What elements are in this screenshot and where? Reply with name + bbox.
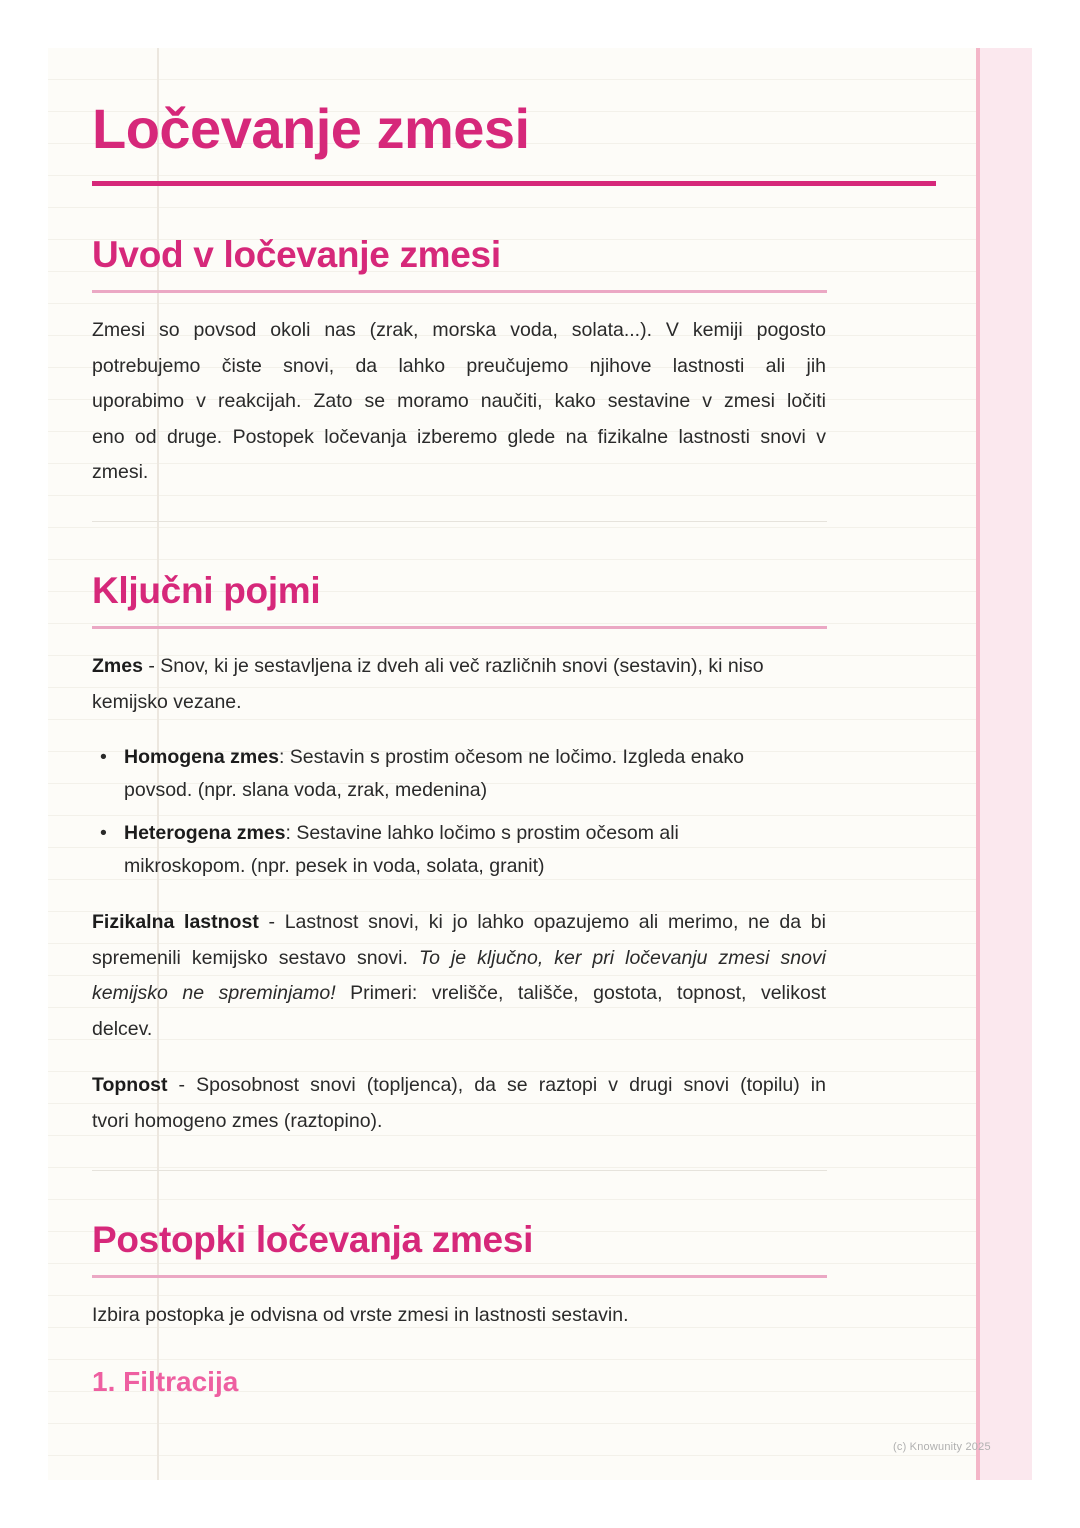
section-heading-terms: Ključni pojmi bbox=[92, 570, 321, 611]
mixture-types-list bbox=[92, 741, 826, 883]
term-homogena-example: povsod. (npr. slana voda, zrak, medenina) bbox=[124, 779, 488, 801]
term-fizikalna-emphasis-2: kemijsko ne spreminjamo! bbox=[92, 982, 336, 1004]
term-fizikalna-line-2 bbox=[92, 941, 826, 977]
term-topnost-line-1 bbox=[92, 1068, 826, 1104]
term-dash: - bbox=[258, 911, 285, 933]
section-heading-methods: Postopki ločevanja zmesi bbox=[92, 1219, 534, 1260]
section-divider bbox=[92, 1170, 827, 1171]
copyright-footer: (c) Knowunity 2025 bbox=[893, 1441, 991, 1453]
term-heterogena-definition: : Sestavine lahko ločimo s prostim očesom ali bbox=[285, 822, 679, 844]
section-rule-intro bbox=[92, 290, 827, 293]
section-heading-intro: Uvod v ločevanje zmesi bbox=[92, 234, 501, 275]
section-rule-methods bbox=[92, 1275, 827, 1278]
term-homogena: Homogena zmes bbox=[124, 746, 279, 768]
bullet-icon: • bbox=[100, 746, 107, 768]
term-topnost: Topnost bbox=[92, 1074, 168, 1096]
bullet-icon: • bbox=[100, 822, 107, 844]
section-divider bbox=[92, 521, 827, 522]
methods-intro-text: Izbira postopka je odvisna od vrste zmesi in lastnosti sestavin. bbox=[92, 1304, 629, 1326]
term-dash: - bbox=[167, 1074, 197, 1096]
term-fizikalna-definition: Lastnost snovi, ki jo lahko opazujemo ali merimo, ne da bi bbox=[284, 911, 826, 933]
page-title: Ločevanje zmesi bbox=[92, 97, 530, 160]
intro-line-2: potrebujemo čiste snovi, da lahko preučujemo njihove lastnosti ali jih bbox=[92, 354, 826, 377]
intro-line-5: zmesi. bbox=[92, 461, 149, 483]
term-zmes: Zmes bbox=[92, 655, 143, 677]
term-fizikalna: Fizikalna lastnost bbox=[92, 911, 259, 933]
list-item bbox=[92, 817, 826, 883]
term-heterogena: Heterogena zmes bbox=[124, 822, 286, 844]
list-item bbox=[92, 741, 826, 807]
term-fizikalna-examples: Primeri: vrelišče, tališče, gostota, topnost, velikost bbox=[335, 982, 826, 1004]
intro-line-1: Zmesi so povsod okoli nas (zrak, morska voda, solata...). V kemiji pogosto bbox=[92, 319, 826, 341]
subheading-filtracija: 1. Filtracija bbox=[92, 1366, 239, 1397]
term-zmes-line-1 bbox=[92, 649, 826, 685]
term-topnost-line-2: tvori homogeno zmes (raztopino). bbox=[92, 1109, 383, 1132]
intro-line-4: eno od druge. Postopek ločevanja izberemo glede na fizikalne lastnosti snovi v bbox=[92, 425, 826, 448]
term-homogena-definition: : Sestavin s prostim očesom ne ločimo. Izgleda enako bbox=[278, 746, 744, 768]
term-topnost-definition: Sposobnost snovi (topljenca), da se raztopi v drugi snovi (topilu) in bbox=[196, 1074, 826, 1096]
term-heterogena-example: mikroskopom. (npr. pesek in voda, solata, granit) bbox=[124, 855, 545, 877]
term-fizikalna-emphasis: To je ključno, ker pri ločevanju zmesi snovi bbox=[418, 946, 827, 969]
intro-line-3: uporabimo v reakcijah. Zato se moramo naučiti, kako sestavine v zmesi ločiti bbox=[92, 390, 826, 412]
term-fizikalna-line-1 bbox=[92, 905, 826, 941]
side-strip bbox=[976, 48, 1032, 1480]
term-dash: - bbox=[142, 655, 161, 677]
term-zmes-line-2: kemijsko vezane. bbox=[92, 690, 242, 713]
term-fizikalna-text: spremenili kemijsko sestavo snovi. bbox=[92, 946, 419, 969]
section-rule-terms bbox=[92, 626, 827, 629]
term-fizikalna-line-3 bbox=[92, 976, 826, 1012]
title-underline bbox=[92, 181, 936, 186]
term-zmes-definition: Snov, ki je sestavljena iz dveh ali več različnih snovi (sestavin), ki niso bbox=[160, 655, 764, 677]
term-fizikalna-line-4: delcev. bbox=[92, 1017, 153, 1040]
